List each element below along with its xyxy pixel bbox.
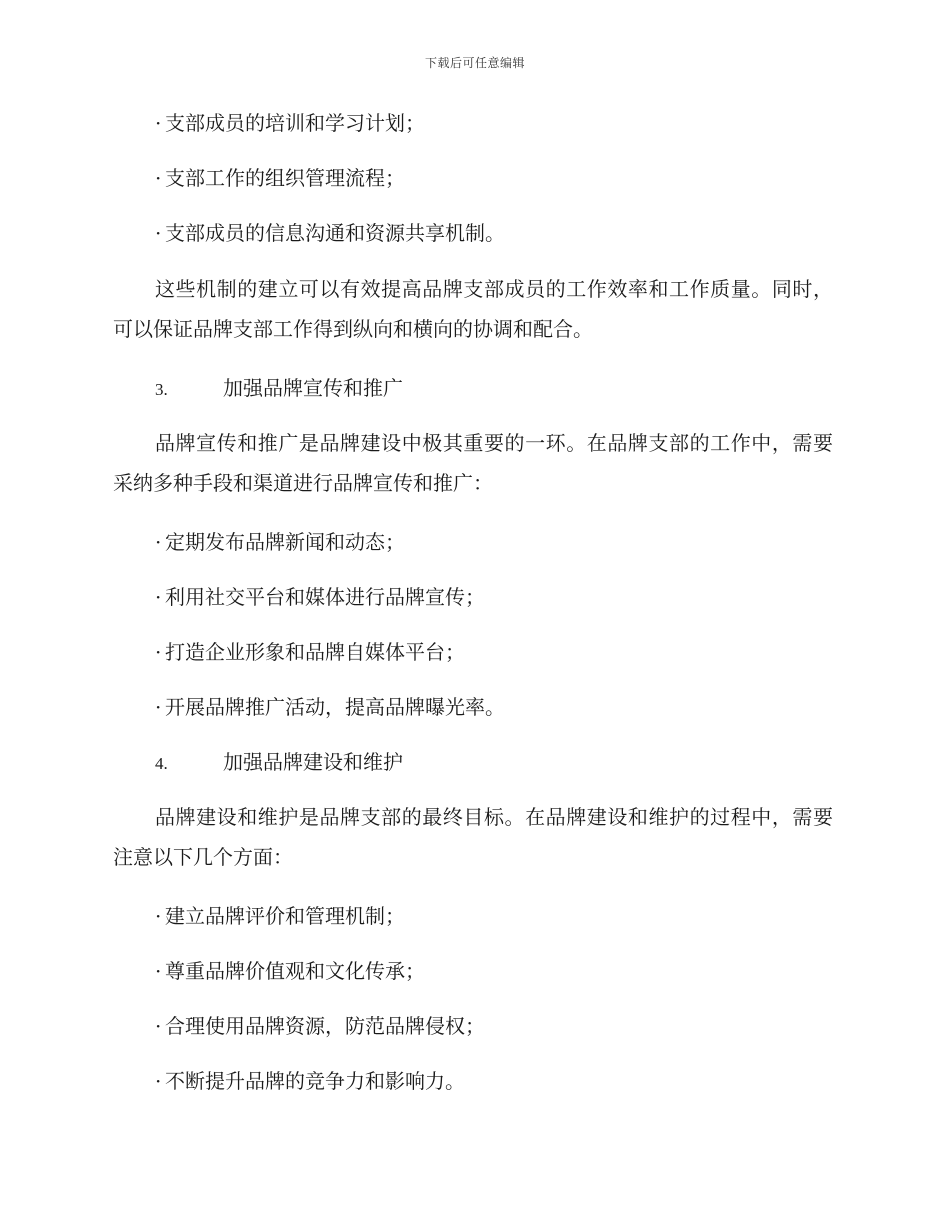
bullet-icon: · (155, 1069, 162, 1093)
bullet-icon: · (155, 221, 162, 245)
paragraph: 这些机制的建立可以有效提高品牌支部成员的工作效率和工作质量。同时，可以保证品牌支部工作得到纵向和横向的协调和配合。 (113, 277, 833, 341)
paragraph: 品牌宣传和推广是品牌建设中极其重要的一环。在品牌支部的工作中，需要采纳多种手段和渠道进行品牌宣传和推广： (113, 431, 833, 495)
bullet-icon: · (155, 695, 162, 719)
list-item (155, 529, 833, 555)
section-heading (113, 375, 833, 401)
list-item-text: 开展品牌推广活动，提高品牌曝光率。 (165, 695, 505, 719)
list-item (155, 584, 833, 610)
bullet-icon: · (155, 585, 162, 609)
section-title: 加强品牌建设和维护 (223, 750, 403, 774)
list-item-text: 利用社交平台和媒体进行品牌宣传； (165, 585, 485, 609)
list-item (155, 903, 833, 929)
bullet-icon: · (155, 166, 162, 190)
list-item-text: 合理使用品牌资源，防范品牌侵权； (165, 1014, 485, 1038)
list-item (155, 1068, 833, 1094)
section-title: 加强品牌宣传和推广 (223, 376, 403, 400)
bullet-icon: · (155, 640, 162, 664)
section-heading (113, 749, 833, 775)
document-body (113, 110, 833, 1123)
bullet-icon: · (155, 1014, 162, 1038)
paragraph: 品牌建设和维护是品牌支部的最终目标。在品牌建设和维护的过程中，需要注意以下几个方面： (113, 805, 833, 869)
list-item (155, 110, 833, 136)
page-header: 下载后可任意编辑 (424, 56, 525, 70)
section-number: 3. (155, 380, 168, 399)
list-item-text: 尊重品牌价值观和文化传承； (165, 959, 425, 983)
list-item (155, 220, 833, 246)
list-item (155, 165, 833, 191)
list-item-text: 支部工作的组织管理流程； (165, 166, 405, 190)
list-item (155, 1013, 833, 1039)
list-item-text: 打造企业形象和品牌自媒体平台； (165, 640, 465, 664)
list-item (155, 958, 833, 984)
bullet-icon: · (155, 904, 162, 928)
bullet-icon: · (155, 959, 162, 983)
list-item (155, 694, 833, 720)
list-item-text: 定期发布品牌新闻和动态； (165, 530, 405, 554)
bullet-icon: · (155, 530, 162, 554)
list-item-text: 建立品牌评价和管理机制； (165, 904, 405, 928)
list-item-text: 支部成员的培训和学习计划； (165, 111, 425, 135)
list-item-text: 不断提升品牌的竞争力和影响力。 (165, 1069, 465, 1093)
list-item-text: 支部成员的信息沟通和资源共享机制。 (165, 221, 505, 245)
bullet-icon: · (155, 111, 162, 135)
list-item (155, 639, 833, 665)
section-number: 4. (155, 754, 168, 773)
